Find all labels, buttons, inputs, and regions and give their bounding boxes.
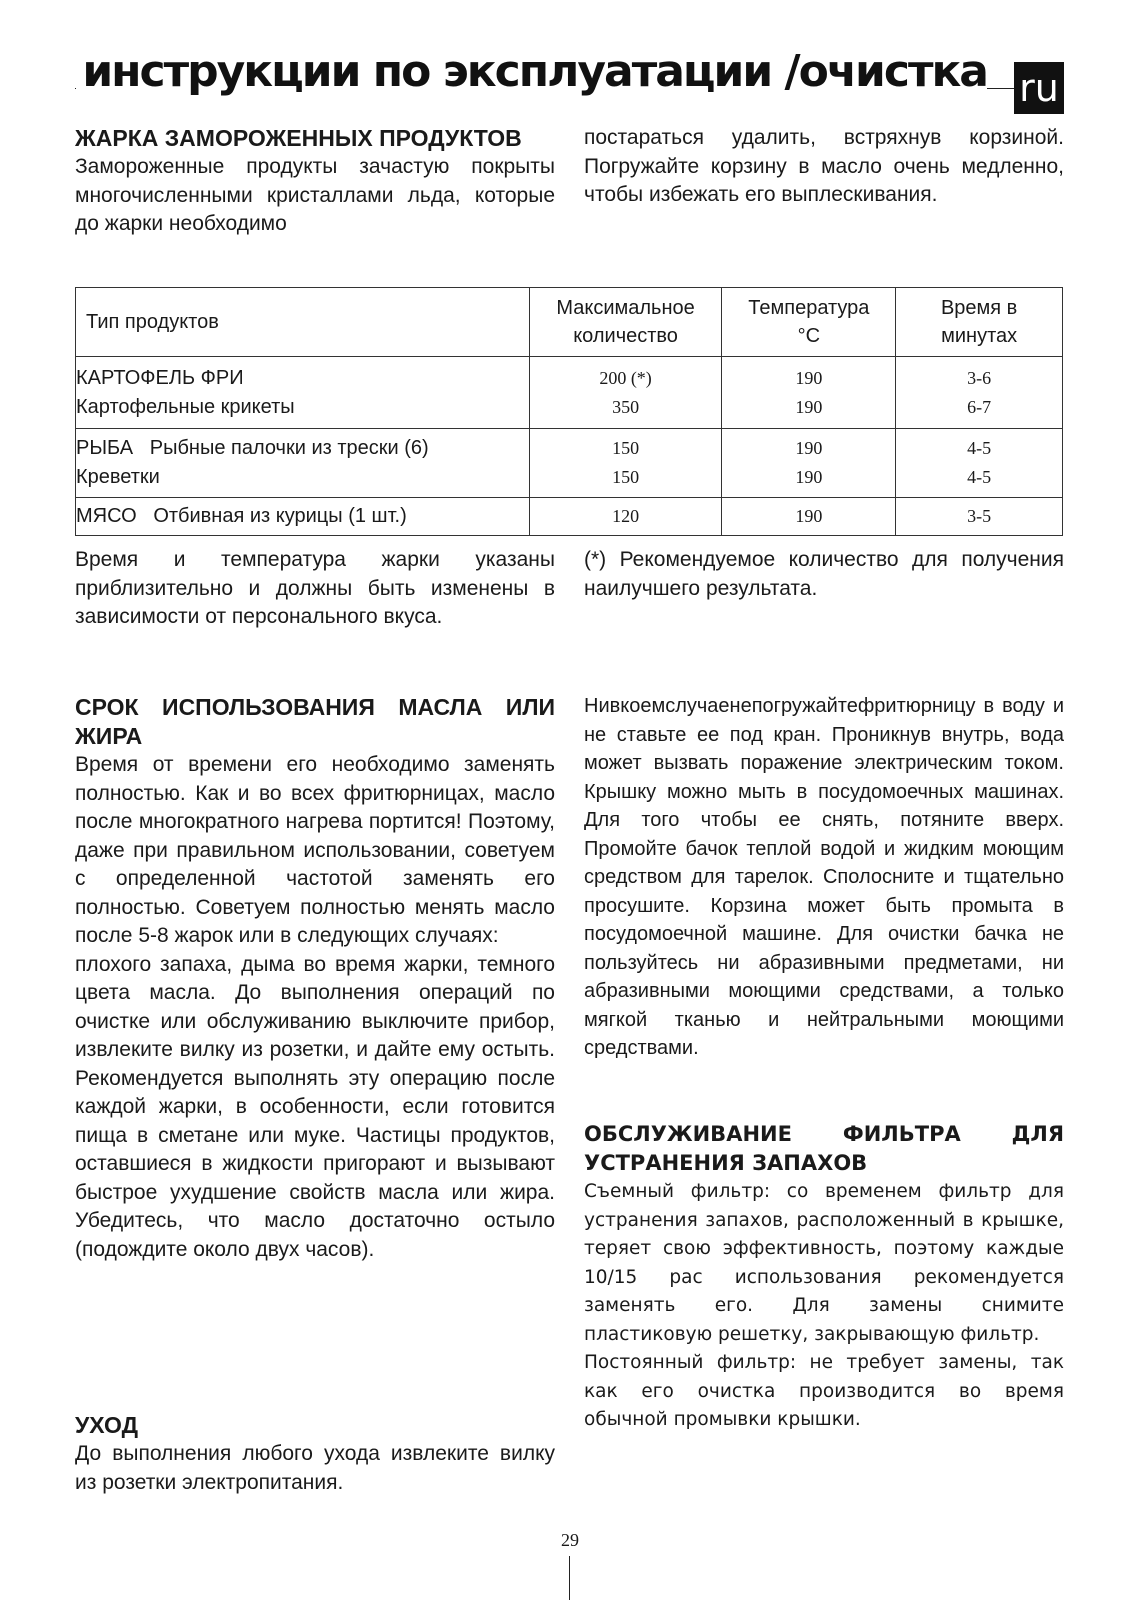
table-row-fish <box>76 429 1063 498</box>
language-badge: ru <box>1014 62 1064 114</box>
time-value: 3-5 <box>967 506 992 526</box>
header-max-quantity-line-2: количество <box>573 325 678 347</box>
table-row-meat <box>76 498 1063 536</box>
filter-paragraph-1: Съемный фильтр: со временем фильтр для устранения запахов, расположенный в крышке, теряет свою эффективность, поэтому каждые 10/15 рас использования рекомендуется заменять его. Для замены снимите пластиковую решетку, закрывающую фильтр. <box>584 1181 1064 1345</box>
table-header-row <box>76 288 1063 357</box>
oil-paragraph-2: плохого запаха, дыма во время жарки, темного цвета масла. До выполнения операций по очистке или обслуживанию выключите прибор, извлеките вилку из розетки, и дайте ему остыть. Рекомендуется выполнять эту операцию после каждой жарки, в особенности, если готовится пища в сметане или муке. Частицы продуктов, оставшиеся в жидкости пригорают и вызывают быстрое ухудшение свойств масла или жира. Убедитесь, что масло достаточно остыло (подождите около двух часов). <box>75 952 555 1261</box>
quantity-cell <box>529 429 722 498</box>
filter-heading: ОБСЛУЖИВАНИЕ ФИЛЬТРА ДЛЯ УСТРАНЕНИЯ ЗАПАХОВ <box>584 1122 1064 1175</box>
quantity-cell <box>529 357 722 429</box>
care-heading: УХОД <box>75 1412 139 1438</box>
product-line: РЫБА Рыбные палочки из трески (6) <box>76 437 429 459</box>
frozen-section-left <box>75 124 555 239</box>
temperature-cell <box>722 429 896 498</box>
notes-right <box>584 546 1064 603</box>
temperature-value: 190 <box>795 396 823 417</box>
quantity-value: 150 <box>612 467 640 487</box>
product-line: КАРТОФЕЛЬ ФРИ <box>76 366 244 389</box>
temperature-value: 190 <box>795 467 823 487</box>
temperature-value: 190 <box>795 506 823 526</box>
page-title: инструкции по эксплуатации /очистка <box>76 46 987 98</box>
notes-left <box>75 546 555 632</box>
temperature-value: 190 <box>795 438 823 458</box>
time-value: 6-7 <box>967 396 992 417</box>
time-cell <box>896 498 1063 536</box>
note-time-temperature: Время и температура жарки указаны приблизительно и должны быть изменены в зависимости от персонального вкуса. <box>75 548 555 628</box>
quantity-value: 200 (*) <box>599 367 652 388</box>
temperature-cell <box>722 498 896 536</box>
product-line: Картофельные крикеты <box>76 395 295 418</box>
oil-section <box>75 693 555 1264</box>
cleaning-section <box>584 692 1064 1063</box>
header-temperature-line-2: °C <box>797 325 821 347</box>
temperature-cell <box>722 357 896 429</box>
header-product-type: Тип продуктов <box>76 288 530 357</box>
product-cell <box>76 498 530 536</box>
header-max-quantity-line-1: Максимальное <box>556 297 695 319</box>
time-cell <box>896 357 1063 429</box>
product-line: МЯСО Отбивная из курицы (1 шт.) <box>76 505 407 527</box>
cleaning-paragraph: Нивкоемслучаенепогружайтефритюрницу в воду и не ставьте ее под кран. Проникнув внутрь, вода может вызвать поражение электрическим током. Крышку можно мыть в посудомоечных машинах. Для того чтобы ее снять, потяните вверх. Промойте бачок теплой водой и жидким моющим средством для тарелок. Сполосните и тщательно просушите. Корзина может быть промыта в посудомоечной машине. Для очистки бачка не пользуйтесь ни абразивными предметами, ни абразивными моющими средствами, а только мягкой тканью и нейтральными моющими средствами. <box>584 695 1064 1059</box>
oil-heading: СРОК ИСПОЛЬЗОВАНИЯ МАСЛА ИЛИ ЖИРА <box>75 694 555 749</box>
table-row-potatoes <box>76 357 1063 429</box>
page-number: 29 <box>561 1530 579 1550</box>
time-value: 3-6 <box>967 367 992 388</box>
frying-table <box>75 287 1063 536</box>
header-time <box>896 288 1063 357</box>
header-temperature-line-1: Температура <box>748 297 870 319</box>
frozen-heading: ЖАРКА ЗАМОРОЖЕННЫХ ПРОДУКТОВ <box>75 125 522 151</box>
header-time-line-1: Время в <box>940 297 1018 319</box>
quantity-value: 350 <box>612 396 640 417</box>
product-line: Креветки <box>76 466 160 488</box>
care-section <box>75 1411 555 1497</box>
time-value: 4-5 <box>967 438 992 458</box>
quantity-cell <box>529 498 722 536</box>
product-cell <box>76 357 530 429</box>
product-cell <box>76 429 530 498</box>
frozen-paragraph-right: постараться удалить, встряхнув корзиной. Погружайте корзину в масло очень медленно, чтобы избежать его выплескивания. <box>584 126 1064 206</box>
quantity-value: 150 <box>612 438 640 458</box>
note-recommended-quantity: (*) Рекомендуемое количество для получения наилучшего результата. <box>584 548 1064 600</box>
care-paragraph: До выполнения любого ухода извлеките вилку из розетки электропитания. <box>75 1442 555 1494</box>
filter-section <box>584 1120 1064 1435</box>
filter-paragraph-2: Постоянный фильтр: не требует замены, так как его очистка производится во время обычной промывки крышки. <box>584 1352 1064 1430</box>
time-cell <box>896 429 1063 498</box>
oil-paragraph-1: Время от времени его необходимо заменять полностью. Как и во всех фритюрницах, масло после многократного нагрева портится! Поэтому, даже при правильном использовании, советуем с определенной частотой заменять его полностью. Советуем полностью менять масло после 5-8 жарок или в следующих случаях: <box>75 753 555 947</box>
frozen-paragraph-left: Замороженные продукты зачастую покрыты многочисленными кристаллами льда, которые до жарки необходимо <box>75 155 555 235</box>
time-value: 4-5 <box>967 467 992 487</box>
header-temperature <box>722 288 896 357</box>
header-time-line-2: минутах <box>941 325 1018 347</box>
footer-rule <box>569 1556 570 1600</box>
quantity-value: 120 <box>612 506 640 526</box>
frozen-section-right <box>584 124 1064 210</box>
temperature-value: 190 <box>795 367 823 388</box>
header-max-quantity <box>529 288 722 357</box>
